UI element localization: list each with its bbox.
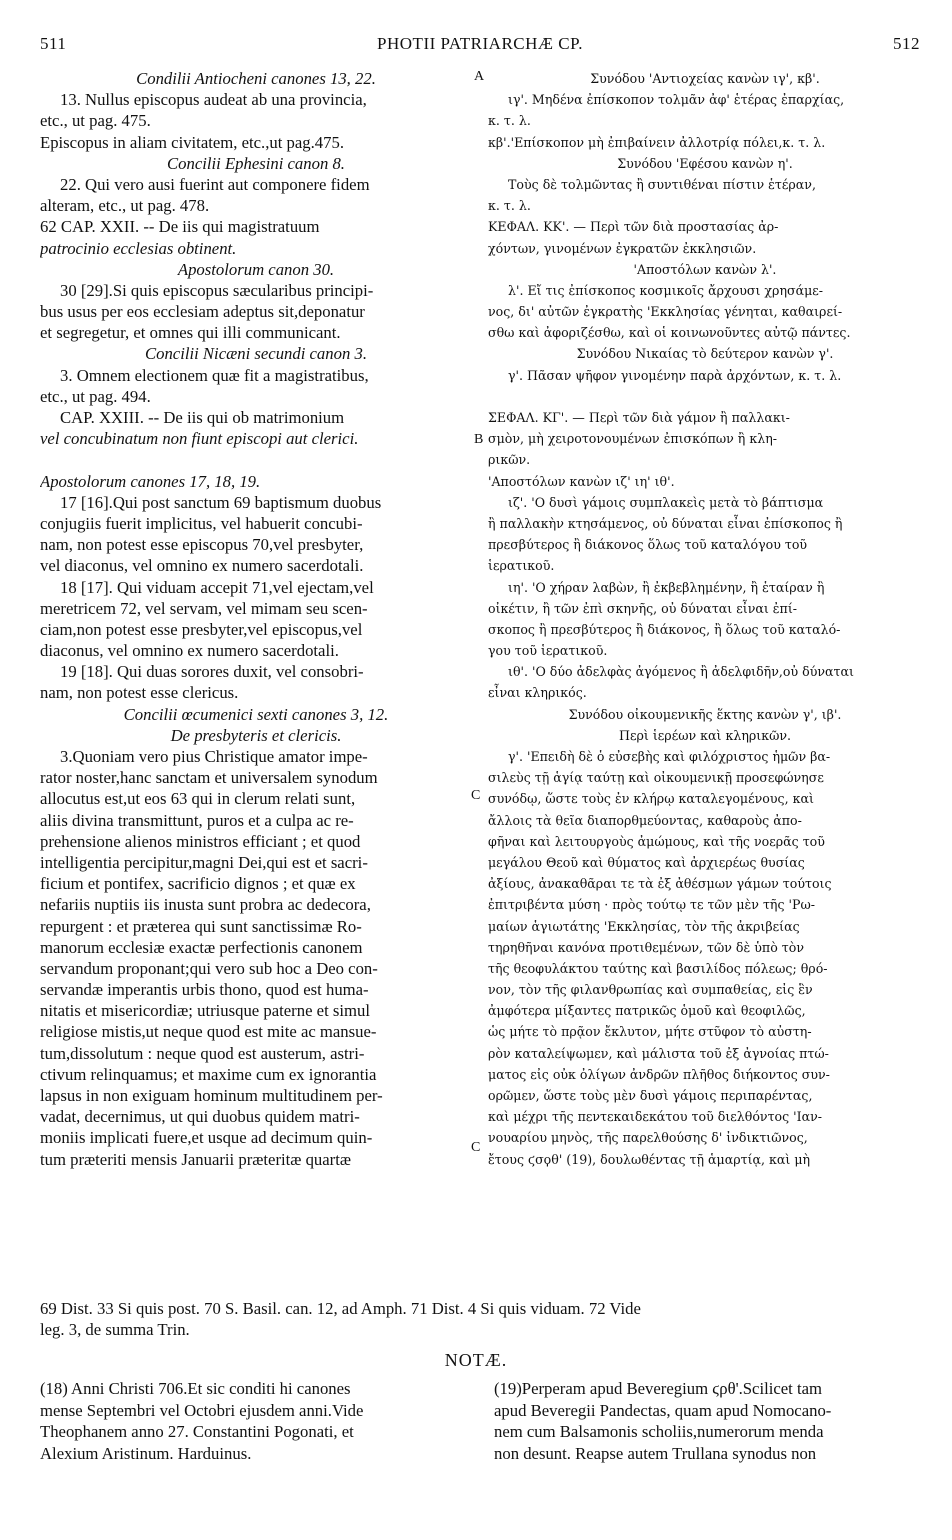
notes-left-column (40, 1378, 472, 1464)
latin-text-line: 22. Qui vero ausi fuerint aut componere fidem (60, 174, 370, 194)
greek-text-line: συνόδῳ, ὥστε τοὺς ἐν κλήρῳ καταλεγομένους, καὶ (488, 791, 814, 807)
greek-text-line: σμὸν, μὴ χειροτονουμένων ἐπισκόπων ἢ κλη- (488, 431, 778, 447)
latin-text-line: repurgent : et præterea qui sunt sanctissimæ Ro- (40, 916, 362, 936)
latin-text-line: alteram, etc., ut pag. 478. (40, 196, 210, 216)
latin-text-line: tum,dissolutum : neque quod est austerum, astri- (40, 1043, 365, 1063)
latin-text-line: nefariis nuptiis iis inusta sunt probra ac dedecora, (40, 895, 371, 915)
right-page-number: 512 (893, 34, 920, 53)
latin-text-line: Condilii Antiocheni canones 13, 22. (136, 69, 376, 88)
greek-text-line: σιλεὺς τῇ ἁγίᾳ ταύτῃ καὶ οἰκουμενικῇ προσεφώνησε (488, 770, 824, 786)
latin-text-line: Episcopus in aliam civitatem, etc.,ut pag.475. (40, 132, 345, 152)
greek-text-line: ἄλλοις τὰ θεῖα διαπορθμεύοντας, καθαροὺς ἀπο- (488, 812, 802, 828)
latin-text-line: diaconus, vel omnino ex numero sacerdotali. (40, 641, 339, 661)
latin-text-line: ficium et pontifex, sacrificio dignos ; et quæ ex (40, 874, 356, 894)
latin-text-line: vadat, decernimus, ut qui duobus quidem matri- (40, 1107, 360, 1127)
greek-text-line: σθω καὶ ἀφοριζέσθω, καὶ οἱ κοινωνοῦντες αὐτῷ πάντες. (488, 325, 851, 341)
greek-text-line: εἶναι κληρικός. (488, 685, 587, 701)
greek-text-line: ἀξίους, ἀνακαθᾶραι τε τὰ ἐξ ἀθέσμων γάμων τούτοις (488, 876, 832, 892)
latin-text-line: vel diaconus, vel omnino ex numero sacerdotali. (40, 556, 364, 576)
latin-text-line: nam, non potest esse episcopus 70,vel presbyter, (40, 535, 364, 555)
footnotes (40, 1298, 922, 1340)
greek-text-line: κβ'.'Επίσκοπον μὴ ἐπιβαίνειν ἀλλοτρίᾳ πόλει,κ. τ. λ. (488, 134, 826, 150)
greek-text-line: καὶ μέχρι τῆς πεντεκαιδεκάτου τοῦ διελθόντος 'Ιαν- (488, 1109, 823, 1125)
latin-text-line: 3. Omnem electionem quæ fit a magistratibus, (60, 365, 369, 385)
left-page-number: 511 (40, 34, 67, 53)
latin-text-line: bus usus per eos ecclesiam adeptus sit,deponatur (40, 302, 365, 322)
notes-heading: NOTÆ. (444, 1350, 508, 1370)
greek-text-line: γ'. 'Επειδὴ δὲ ὁ εὐσεβὴς καὶ φιλόχριστος ἡμῶν βα- (508, 749, 831, 764)
latin-text-line: conjugiis fuerit implicitus, vel habuerit concubi- (40, 513, 363, 533)
latin-text-line: Concilii Nicæni secundi canon 3. (144, 344, 367, 364)
latin-text-line: etc., ut pag. 475. (40, 111, 151, 131)
latin-text-line: et segregetur, et omnes qui illi communicant. (40, 323, 341, 343)
latin-text-line: religiose mistis,ut neque quod est mite ac mansue- (40, 1022, 377, 1042)
latin-text-line: 17 [16].Qui post sanctum 69 baptismum duobus (60, 492, 382, 512)
latin-text-line: nitatis et misericordiæ; utriusque paterne et simul (40, 1001, 370, 1021)
latin-text-line: servandæ imperantis urbis thono, quod est huma- (40, 980, 369, 1000)
greek-text-line: νος, δι' αὐτῶν ἐγκρατὴς 'Εκκλησίας γένηται, καθαιρεί- (488, 304, 843, 320)
greek-text-line: γου τοῦ ἱερατικοῦ. (488, 643, 608, 659)
latin-text-line (40, 449, 472, 470)
greek-text-line: Συνόδου 'Εφέσου κανὼν η'. (617, 155, 793, 171)
greek-text-line: ΣΕΦΑΛ. ΚΓ'. — Περὶ τῶν διὰ γάμον ἢ παλλακι- (488, 410, 790, 425)
latin-text-line: 19 [18]. Qui duas sorores duxit, vel consobri- (60, 662, 364, 682)
greek-text-line: λ'. Εἴ τις ἐπίσκοπος κοσμικοῖς ἄρχουσι χρησάμε- (508, 282, 824, 298)
greek-text-line: νουαρίου μηνὸς, τῆς παρελθούσης δ' ἰνδικτιῶνος, (488, 1130, 808, 1146)
greek-text-line: ὡς μήτε τὸ πρᾷον ἔκλυτον, μήτε στῦφον τὸ αὐστη- (488, 1024, 812, 1040)
greek-text-line: τηρηθῆναι κανόνα προτιθεμένων, τῶν δὲ ὑπὸ τὸν (488, 939, 804, 955)
greek-text-line: τῆς θεοφυλάκτου ταύτης καὶ βασιλίδος πόλεως; θρό- (488, 960, 828, 976)
greek-text-line: ἱερατικοῦ. (488, 558, 555, 574)
latin-text-line: moniis implicati fuere,et usque ad decimum quin- (40, 1128, 373, 1148)
greek-text-line: ιη'. 'Ο χήραν λαβὼν, ἢ ἐκβεβλημένην, ἢ ἑταίραν ἢ (508, 579, 825, 595)
greek-text-line (488, 386, 922, 407)
greek-text-line: Συνόδου 'Αντιοχείας κανὼν ιγ', κβ'. (590, 71, 820, 86)
latin-text-line: nam, non potest esse clericus. (40, 683, 239, 703)
greek-text-line: 'Αποστόλων κανὼν ιζ' ιη' ιθ'. (488, 473, 675, 489)
greek-text-line: ιζ'. 'Ο δυσὶ γάμοις συμπλακεὶς μετὰ τὸ βάπτισμα (508, 494, 824, 510)
greek-text-line: ἔτους ϛσϙθ' (19), δουλωθέντας τῇ ἁμαρτίᾳ, καὶ μὴ (488, 1151, 811, 1167)
greek-text-line: ἐπιτριβέντα μύση · πρὸς τούτῳ τε τῶν μὲν τῆς 'Ρω- (488, 897, 815, 913)
note-line: nem cum Balsamonis scholiis,numerorum menda (494, 1422, 824, 1441)
latin-text-line: CAP. XXIII. -- De iis qui ob matrimonium (60, 408, 345, 427)
margin-letter-c-second: C (471, 1140, 481, 1155)
latin-text-line: 62 CAP. XXII. -- De iis qui magistratuum (40, 217, 320, 237)
latin-text-line: meretricem 72, vel servam, vel mimam seu scen- (40, 598, 368, 618)
greek-text-line: μεγάλου Θεοῦ καὶ θύματος καὶ ἀρχιερέως θυσίας (488, 854, 805, 870)
latin-text-line: vel concubinatum non fiunt episcopi aut clerici. (40, 429, 359, 449)
note-line: mense Septembri vel Octobri ejusdem anni.Vide (40, 1400, 364, 1420)
greek-text-line: ιγ'. Μηδένα ἐπίσκοπον τολμᾶν ἀφ' ἑτέρας ἐπαρχίας, (508, 92, 845, 108)
latin-text-line: ctivum relinquamus; et maxime cum ex ignorantia (40, 1064, 377, 1084)
latin-text-line: lapsus in non exiguam hominum multitudinem per- (40, 1086, 383, 1105)
note-line: non desunt. Reapse autem Trullana synodus non (494, 1443, 817, 1463)
latin-text-line: intelligentia percipitur,magni Dei,qui est et sacri- (40, 852, 368, 872)
greek-text-line: ρὸν καταλείψωμεν, καὶ μάλιστα τοῦ ἐξ ἀγνοίας πτώ- (488, 1045, 829, 1061)
running-title: PHOTII PATRIARCHÆ CP. (377, 34, 583, 53)
greek-text-line: οἰκέτιν, ἢ τῶν ἐπὶ σκηνῆς, οὐ δύναται εἶναι ἐπί- (488, 600, 798, 616)
page-header (40, 34, 920, 58)
latin-text-line: 13. Nullus episcopus audeat ab una provincia, (60, 90, 367, 110)
greek-text-line: ματος εἰς οὐκ ὀλίγων ἀνδρῶν πλῆθος διήκοντος συν- (488, 1066, 830, 1082)
greek-text-line: Τοὺς δὲ τολμῶντας ἢ συντιθέναι πίστιν ἑτέραν, (508, 176, 816, 192)
latin-column (40, 68, 472, 1170)
greek-text-line: ΚΕΦΑΛ. ΚΚ'. — Περὶ τῶν διὰ προστασίας ἀρ- (488, 219, 779, 235)
latin-text-line: 3.Quoniam vero pius Christique amator impe- (60, 747, 368, 766)
note-line: apud Beveregii Pandectas, quam apud Nomocano- (494, 1400, 832, 1420)
latin-text-line: etc., ut pag. 494. (40, 386, 151, 406)
latin-text-line: Apostolorum canones 17, 18, 19. (40, 471, 261, 491)
latin-text-line: patrocinio ecclesias obtinent. (40, 238, 237, 258)
notes-right-column (494, 1378, 922, 1464)
greek-text-line: γ'. Πᾶσαν ψῆφον γινομένην παρὰ ἀρχόντων, κ. τ. λ. (508, 367, 842, 383)
latin-text-line: De presbyteris et clericis. (170, 725, 342, 745)
margin-letter-b: B (474, 432, 484, 447)
latin-text-line: manorum ecclesiæ exactæ perfectionis canonem (40, 937, 363, 957)
note-line: Theophanem anno 27. Constantini Pogonati, et (40, 1422, 354, 1441)
greek-text-line: ορῶμεν, ὥστε τοὺς μὲν δυσὶ γάμοις περιπαρέντας, (488, 1088, 813, 1103)
note-line: (18) Anni Christi 706.Et sic conditi hi canones (40, 1379, 351, 1398)
margin-letter-c: C (471, 788, 481, 803)
latin-text-line: rator noster,hanc sanctam et universalem synodum (40, 768, 378, 788)
greek-text-line: ἢ παλλακὴν κτησάμενος, οὐ δύναται εἶναι ἐπίσκοπος ἢ (488, 515, 843, 531)
greek-text-line: ρικῶν. (488, 452, 531, 468)
margin-letter-a: A (474, 69, 485, 84)
latin-text-line: ciam,non potest esse presbyter,vel episcopus,vel (40, 619, 363, 639)
greek-text-line: μαίων ἁγιωτάτης 'Εκκλησίας, τὸν τῆς ἀκριβείας (488, 918, 800, 934)
greek-text-line: Συνόδου Νικαίας τὸ δεύτερον κανὼν γ'. (576, 346, 834, 362)
greek-text-line: ἀμφότερα μίξαντες πατρικῶς ὁμοῦ καὶ θεοφιλῶς, (488, 1003, 806, 1019)
footnote-line: leg. 3, de summa Trin. (40, 1320, 190, 1339)
greek-column (488, 68, 922, 1170)
greek-text-line: ιθ'. 'Ο δύο ἀδελφὰς ἀγόμενος ἢ ἀδελφιδῆν,οὐ δύναται (508, 664, 854, 680)
note-line: Alexium Aristinum. Harduinus. (40, 1443, 252, 1463)
greek-text-line: Περὶ ἱερέων καὶ κληρικῶν. (618, 727, 792, 743)
latin-text-line: Concilii œcumenici sexti canones 3, 12. (123, 704, 389, 724)
greek-text-line: χόντων, γινομένων ἐγκρατῶν ἐκκλησιῶν. (488, 240, 757, 256)
latin-text-line: allocutus est,ut eos 63 qui in clerum relati sunt, (40, 789, 356, 809)
greek-text-line: σκοπος ἢ πρεσβύτερος ἢ διάκονος, ἢ ὅλως τοῦ καταλό- (488, 621, 841, 637)
latin-text-line: tum præteriti mensis Januarii præteritæ quartæ (40, 1149, 351, 1169)
greek-text-line: 'Αποστόλων κανὼν λ'. (633, 261, 777, 277)
greek-text-line: νον, τὸν τῆς φιλανθρωπίας καὶ συμπαθείας, εἰς ἓν (488, 982, 813, 998)
latin-text-line: servandum proponant;qui vero sub hoc a Deo con- (40, 958, 378, 978)
greek-text-line: φῆναι καὶ λειτουργοὺς ἀμώμους, καὶ τῆς νοερᾶς τοῦ (488, 833, 825, 849)
latin-text-line: 18 [17]. Qui viduam accepit 71,vel ejectam,vel (60, 577, 374, 597)
latin-text-line: prehensione alienos ministros efficiant ; et quod (40, 831, 361, 851)
note-line: (19)Perperam apud Beveregium ϛρθ'.Scilicet tam (494, 1379, 822, 1398)
latin-text-line: aliis divina transmittunt, puros et a culpa ac re- (40, 810, 354, 830)
greek-text-line: Συνόδου οἰκουμενικῆς ἕκτης κανὼν γ', ιβ'. (568, 706, 842, 722)
greek-text-line: πρεσβύτερος ἢ διάκονος ὅλως τοῦ καταλόγου τοῦ (488, 537, 808, 553)
latin-text-line: Concilii Ephesini canon 8. (167, 153, 345, 173)
latin-text-line: 30 [29].Si quis episcopus sæcularibus principi- (60, 280, 374, 300)
latin-text-line: Apostolorum canon 30. (177, 259, 335, 279)
greek-text-line: κ. τ. λ. (488, 198, 531, 214)
footnote-line: 69 Dist. 33 Si quis post. 70 S. Basil. can. 12, ad Amph. 71 Dist. 4 Si quis viduam. 72 Vide (40, 1299, 641, 1318)
greek-text-line: κ. τ. λ. (488, 113, 531, 129)
